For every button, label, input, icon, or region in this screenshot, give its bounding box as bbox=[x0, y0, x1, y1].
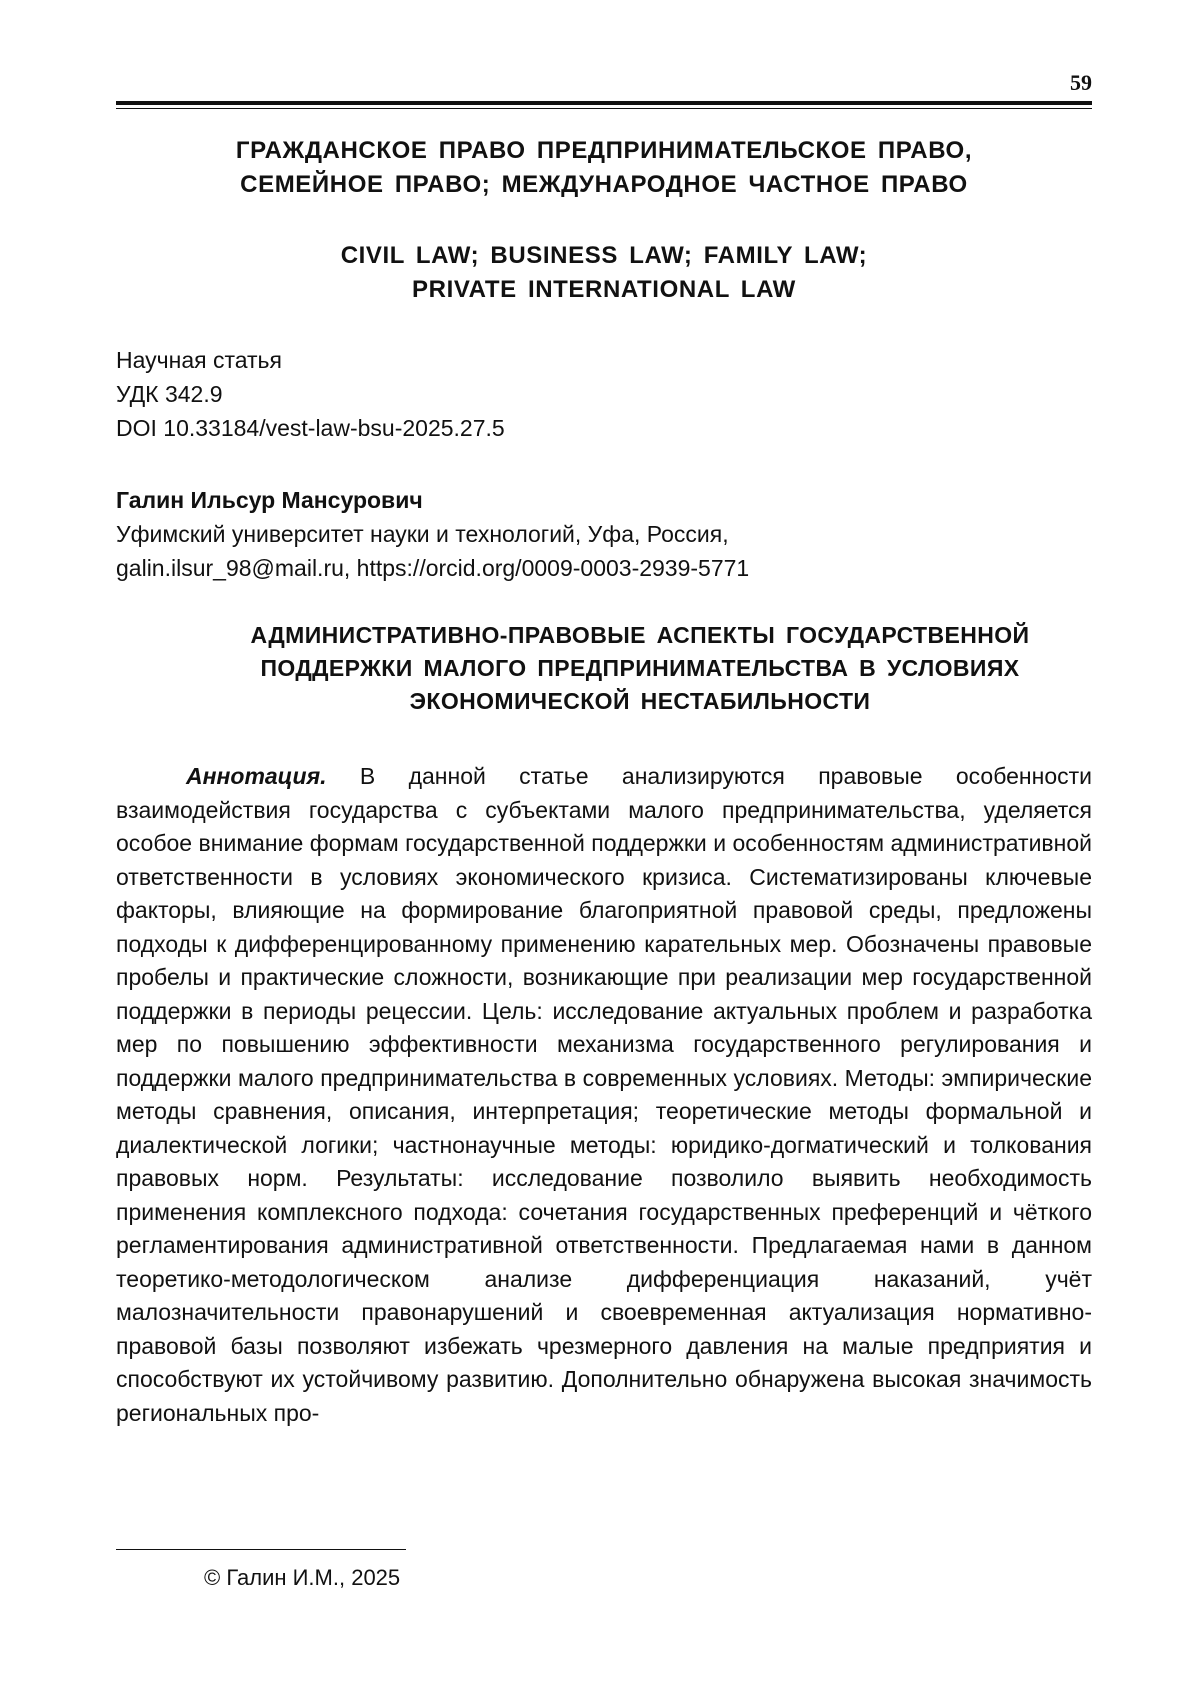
section-title-ru-line2: СЕМЕЙНОЕ ПРАВО; МЕЖДУНАРОДНОЕ ЧАСТНОЕ ПРАВО bbox=[240, 171, 968, 198]
author-block bbox=[116, 483, 749, 585]
header-rule-thin bbox=[116, 108, 1092, 109]
section-title-en bbox=[116, 239, 1092, 307]
article-type: Научная статья bbox=[116, 347, 282, 373]
article-meta bbox=[116, 343, 505, 445]
article-title bbox=[230, 619, 1050, 718]
abstract-paragraph bbox=[116, 760, 1092, 1430]
section-title-en-line1: CIVIL LAW; BUSINESS LAW; FAMILY LAW; bbox=[340, 242, 868, 269]
article-title-line1: АДМИНИСТРАТИВНО-ПРАВОВЫЕ АСПЕКТЫ ГОСУДАРСТВЕННОЙ bbox=[250, 622, 1030, 648]
article-title-line3: ЭКОНОМИЧЕСКОЙ НЕСТАБИЛЬНОСТИ bbox=[409, 688, 871, 714]
article-title-line2: ПОДДЕРЖКИ МАЛОГО ПРЕДПРИНИМАТЕЛЬСТВА В УСЛОВИЯХ bbox=[260, 655, 1020, 681]
header-rule-thick bbox=[116, 101, 1092, 105]
footnote-rule bbox=[116, 1549, 406, 1550]
doi: DOI 10.33184/vest-law-bsu-2025.27.5 bbox=[116, 415, 505, 441]
section-title-en-line2: PRIVATE INTERNATIONAL LAW bbox=[412, 276, 796, 303]
udc-code: УДК 342.9 bbox=[116, 381, 223, 407]
author-contacts: galin.ilsur_98@mail.ru, https://orcid.org/0009-0003-2939-5771 bbox=[116, 555, 750, 581]
abstract-text: В данной статье анализируются правовые особенности взаимодействия государства с субъектами малого предпринимательства, уделяется особое внимание формам государственной поддержки и особенностям административной ответственности в условиях экономического кризиса. Систематизированы ключевые факторы, влияющие на формирование благоприятной правовой среды, предложены подходы к дифференцированному применению карательных мер. Обозначены правовые пробелы и практические сложности, возникающие при реализации мер государственной поддержки в периоды рецессии. Цель: исследование актуальных проблем и разработка мер по повышению эффективности механизма государственного регулирования и поддержки малого предпринимательства в современных условиях. Методы: эмпирические методы сравнения, описания, интерпретация; теоретические методы формальной и диалектической логики; частнонаучные методы: юридико-догматический и толкования правовых норм. Результаты: исследование позволило выявить необходимость применения комплексного подхода: сочетания государственных преференций и чёткого регламентирования административной ответственности. Предлагаемая нами в данном теоретико-методологическом анализе дифференциация наказаний, учёт малозначительности правонарушений и своевременная актуализация нормативно-правовой базы позволяют избежать чрезмерного давления на малые предприятия и способствуют их устойчивому развитию. Дополнительно обнаружена высокая значимость региональных про- bbox=[116, 763, 1093, 1426]
author-affiliation: Уфимский университет науки и технологий, Уфа, Россия, bbox=[116, 521, 729, 547]
copyright-footnote: © Галин И.М., 2025 bbox=[204, 1565, 401, 1590]
section-title-ru bbox=[116, 134, 1092, 202]
author-name: Галин Ильсур Мансурович bbox=[116, 487, 423, 513]
page-number: 59 bbox=[1070, 70, 1092, 95]
abstract-label: Аннотация. bbox=[186, 763, 327, 789]
section-title-ru-line1: ГРАЖДАНСКОЕ ПРАВО ПРЕДПРИНИМАТЕЛЬСКОЕ ПРАВО, bbox=[235, 137, 973, 164]
